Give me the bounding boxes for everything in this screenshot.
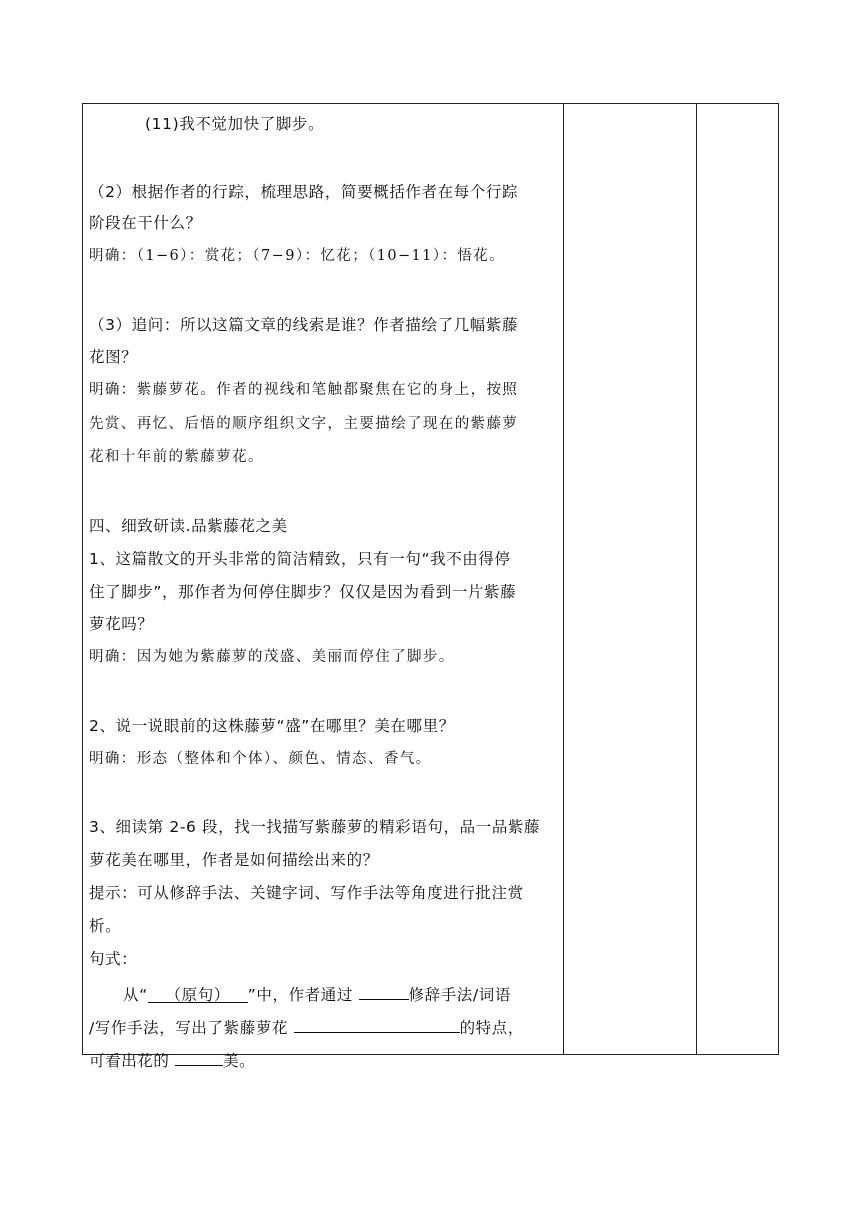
beauty-blank [175, 1048, 223, 1066]
question-line: 1、这篇散文的开头非常的简洁精致，只有一句“我不由得停 [89, 550, 511, 568]
question-line: （2）根据作者的行踪，梳理思路，简要概括作者在每个行踪 [89, 183, 519, 201]
original-sentence-blank: （原句） [148, 985, 248, 1003]
column-divider [696, 104, 697, 1054]
answer-line: 明确：（1−6）：赏花；（7−9）：忆花；（10−11）：悟花。 [89, 248, 506, 264]
template-text: 可看出花的 [89, 1052, 170, 1070]
template-text: 的特点， [459, 1019, 524, 1037]
sentence-template-line [123, 982, 511, 1005]
template-text: ”中，作者通过 [247, 986, 353, 1004]
answer-line: 明确：形态（整体和个体）、颜色、情态、香气。 [89, 751, 432, 767]
template-text: 从“ [123, 986, 148, 1004]
content-cell [83, 104, 563, 1070]
sentence-template-line [89, 1015, 524, 1038]
question-line: 萝花美在哪里，作者是如何描绘出来的？ [89, 851, 379, 869]
column-divider [563, 104, 564, 1054]
answer-line: 明确：紫藤萝花。作者的视线和笔触都聚焦在它的身上，按照 [89, 382, 519, 398]
template-text: 修辞手法/词语 [408, 986, 511, 1004]
pattern-label: 句式： [89, 950, 138, 968]
lesson-table [82, 103, 779, 1070]
question-line: 阶段在干什么？ [89, 214, 202, 232]
question-line: 住了脚步”，那作者为何停住脚步？仅仅是因为看到一片紫藤 [89, 583, 517, 601]
answer-line: 先赏、再忆、后悟的顺序组织文字，主要描绘了现在的紫藤萝 [89, 416, 519, 432]
question-line: 2、说一说眼前的这株藤萝“盛”在哪里？美在哪里？ [89, 717, 455, 735]
answer-line: 明确：因为她为紫藤萝的茂盛、美丽而停住了脚步。 [89, 649, 455, 665]
answer-line: 花和十年前的紫藤萝花。 [89, 449, 264, 465]
question-line: 3、细读第 2-6 段，找一找描写紫藤萝的精彩语句，品一品紫藤 [89, 818, 541, 836]
sentence-template-line [89, 1048, 255, 1071]
tip-line: 提示：可从修辞手法、关键字词、写作手法等角度进行批注赏 [89, 884, 524, 902]
tip-line: 析。 [89, 917, 122, 935]
section-heading: 四、细致研读.品紫藤花之美 [89, 517, 288, 535]
template-text: /写作手法，写出了紫藤萝花 [89, 1019, 289, 1037]
template-text: 美。 [223, 1052, 256, 1070]
rhetoric-blank [359, 982, 409, 1000]
question-line: （3）追问：所以这篇文章的线索是谁？作者描绘了几幅紫藤 [89, 316, 519, 334]
paragraph-line: (11)我不觉加快了脚步。 [145, 115, 325, 133]
question-line: 萝花吗？ [89, 615, 154, 633]
feature-blank [294, 1015, 460, 1033]
question-line: 花图？ [89, 348, 138, 366]
